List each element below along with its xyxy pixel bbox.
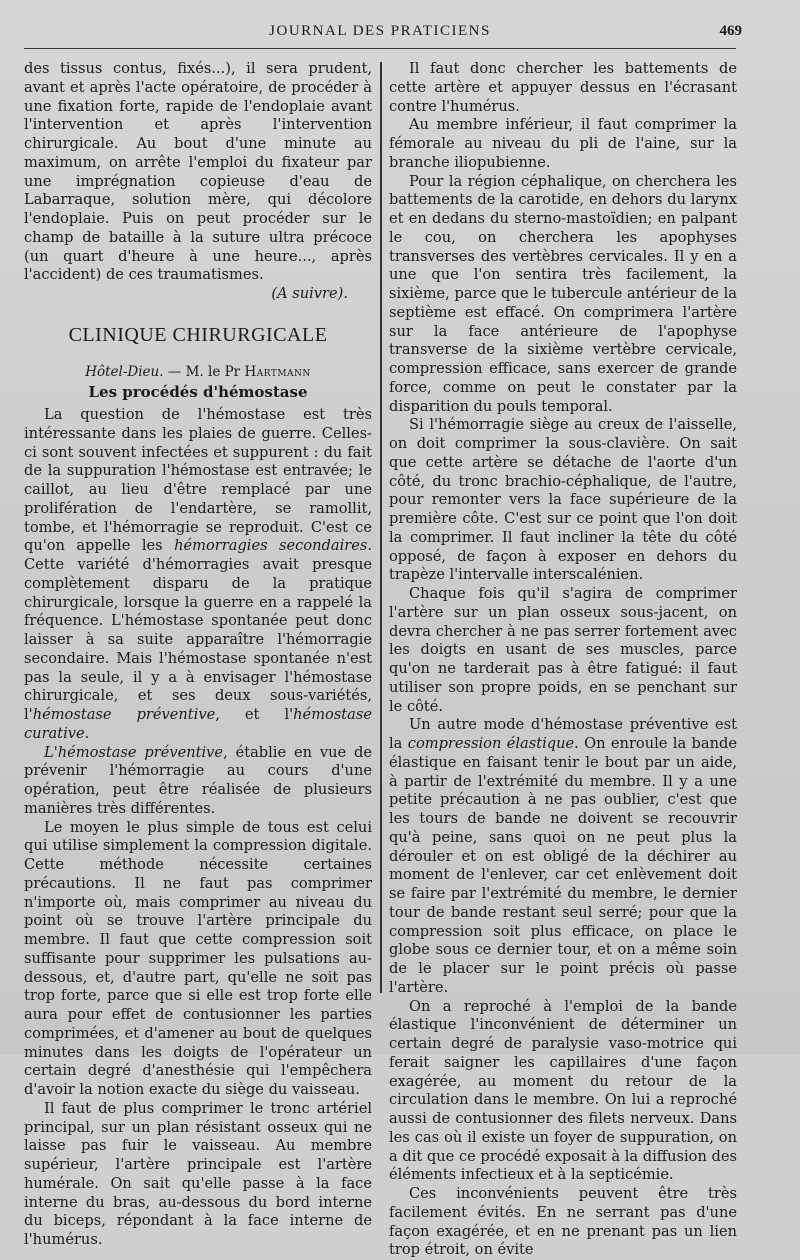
- text-run: Un autre mode d'hémostase préventive est la: [389, 716, 737, 752]
- paragraph-r6: [389, 716, 737, 997]
- paragraph-1: [24, 406, 372, 744]
- paragraph-r2: Au membre inférieur, il faut comprimer la fémorale au niveau du pli de l'aine, sur la branche iliopubienne.: [389, 116, 737, 171]
- text-run: , et l': [215, 706, 294, 723]
- paragraph-r7: On a reproché à l'emploi de la bande élastique l'inconvénient de déterminer un certain degré de paralysie vaso-motrice qui ferait saigner les capillaires d'une façon exagérée, au moment du retour de la circulation dans le membre. On lui a reproché aussi de contusionner des filets nerveux. Dans les cas où il existe un foyer de suppuration, on a dit que ce procédé exposait à la diffusion des éléments infectieux et à la septicémie.: [389, 997, 737, 1184]
- section-title: CLINIQUE CHIRURGICALE: [68, 323, 328, 346]
- running-header: [24, 20, 742, 49]
- byline-author: Hartmann: [244, 363, 311, 380]
- italic-term: compression élastique: [407, 735, 575, 752]
- text-run: . On enroule la bande élastique en faisant tenir le bout par un aide, à partir de l'extrémité du membre. Il y a une petite précaution à ne pas oublier, c'est que les tours de bande ne doivent se recouvrir qu'à peine, sans quoi on ne peut plus la dérouler et on est obligé de la déchirer au moment de l'enlever, car cet enlèvement doit se faire par l'extrémité du membre, le dernier tour de bande restant seul serré; pour que la compression soit plus efficace, on place le globe sous ce dernier tour, et on a même soin de le placer sur le point précis où passe l'artère.: [389, 735, 737, 996]
- paragraph-r8: Ces inconvénients peuvent être très facilement évités. En ne serrant pas d'une façon exagérée, et en ne prenant pas un lien trop étroit, on évite: [389, 1185, 737, 1259]
- paragraph-2: [24, 744, 372, 819]
- byline-place: Hôtel-Dieu.: [85, 363, 164, 380]
- paragraph-r3: Pour la région céphalique, on cherchera les battements de la carotide, en dehors du larynx et en dedans du sterno-mastoïdien; en palpant le cou, on cherchera les apophyses transverses des vertèbres cervicales. Il y en a une que l'on sentira très facilement, la sixième, parce que le tubercule antérieur de la septième est effacé. On comprimera l'artère sur la face antérieure de l'apophyse transverse de la sixième vertèbre cervicale, compression efficace, sans exercer de grande force, comme on peut le constater par la disparition du pouls temporal.: [389, 172, 737, 415]
- column-divider: [380, 62, 382, 993]
- text-run: . Cette variété d'hémorragies avait presque complètement disparu de la pratique chirurgicale, lorsque la guerre en a rappelé la fréquence. L'hémostase spontanée peut donc laisser à sa suite apparaître l'hémorragie secondaire. Mais l'hémostase spontanée n'est pas la seule, il y a à envisager l'hémostase chirurgicale, et ses deux sous-variétés, l': [24, 537, 372, 723]
- text-run: La question de l'hémostase est très intéressante dans les plaies de guerre. Celles-ci sont souvent infectées et suppurent : du fait de la suppuration l'hémostase est entravée; le caillot, au lieu d'être remplacé par une prolifération de l'endartère, se ramollit, tombe, et l'hémorragie se reproduit. C'est ce qu'on appelle les: [24, 406, 372, 555]
- paragraph-r1: Il faut donc chercher les battements de cette artère et appuyer dessus en l'écrasant contre l'humérus.: [389, 60, 737, 115]
- text-run: , établie en vue de prévenir l'hémorragie au cours d'une opération, peut être réalisée de plusieurs manières très différentes.: [24, 743, 372, 817]
- paragraph-4: Il faut de plus comprimer le tronc artériel principal, sur un plan résistant osseux qui ne laisse pas fuir le vaisseau. Au membre supérieur, l'artère principale est l'artère humérale. On sait qu'elle passe à la face interne du bras, au-dessous du bord interne du biceps, répondant à la face interne de l'humérus.: [24, 1099, 372, 1248]
- journal-title: JOURNAL DES PRATICIENS: [269, 23, 491, 39]
- italic-term: hémostase préventive: [32, 706, 216, 723]
- left-column: [24, 60, 372, 1248]
- right-column: [389, 60, 737, 1259]
- italic-term: L'hémostase préventive: [44, 743, 224, 761]
- paragraph-3: Le moyen le plus simple de tous est celui qui utilise simplement la compression digitale. Cette méthode nécessite certaines précautions. Il ne faut pas comprimer n'importe où, mais comprimer au niveau du point où se trouve l'artère principale du membre. Il faut que cette compression soit suffisante pour supprimer les pulsations au-dessous, et, d'autre part, qu'elle ne soit pas trop forte, parce que si elle est trop forte elle aura pour effet de contusionner les parties comprimées, et d'amener au bout de quelques minutes dans les doigts de l'opérateur un certain degré d'anesthésie qui l'empêchera d'avoir la notion exacte du siège du vaisseau.: [24, 818, 372, 1098]
- page-number: 469: [719, 23, 742, 39]
- paragraph-r4: Si l'hémorragie siège au creux de l'aisselle, on doit comprimer la sous-clavière. On sait que cette artère se détache de l'aorte d'un côté, du tronc brachio-céphalique, de l'autre, pour remonter vers la face supérieure de la première côte. C'est sur ce point que l'on doit la comprimer. Il faut incliner la tête du côté opposé, de façon à exposer en dehors du trapèze l'intervalle interscalénien.: [389, 416, 737, 584]
- text-run: .: [84, 724, 90, 742]
- article-subtitle: Les procédés d'hémostase: [88, 383, 308, 402]
- byline-rest: — M. le Pr: [163, 363, 245, 380]
- paragraph-r5: Chaque fois qu'il s'agira de comprimer l'artère sur un plan osseux sous-jacent, on devra chercher à ne pas serrer fortement avec les doigts en usant de ses muscles, parce qu'on ne tarderait pas à être fatigué: il faut utiliser son propre poids, en se penchant sur le côté.: [389, 585, 737, 715]
- continued-paragraph: des tissus contus, fixés...), il sera prudent, avant et après l'acte opératoire, de procéder à une fixation forte, rapide de l'endoplaie avant l'intervention et après l'intervention chirurgicale. Au bout d'une minute au maximum, on arrête l'emploi du fixateur par une imprégnation copieuse d'eau de Labarraque, solution mère, qui décolore l'endoplaie. Puis on peut procéder sur le champ de bataille à la suture ultra précoce (un quart d'heure à une heure..., après l'accident) de ces traumatismes.: [24, 60, 372, 284]
- italic-term: hémorragies secondaires: [174, 537, 368, 555]
- to-be-continued: (A suivre).: [271, 285, 348, 302]
- byline: [24, 363, 372, 382]
- italic-term: hémostase curative: [24, 706, 372, 742]
